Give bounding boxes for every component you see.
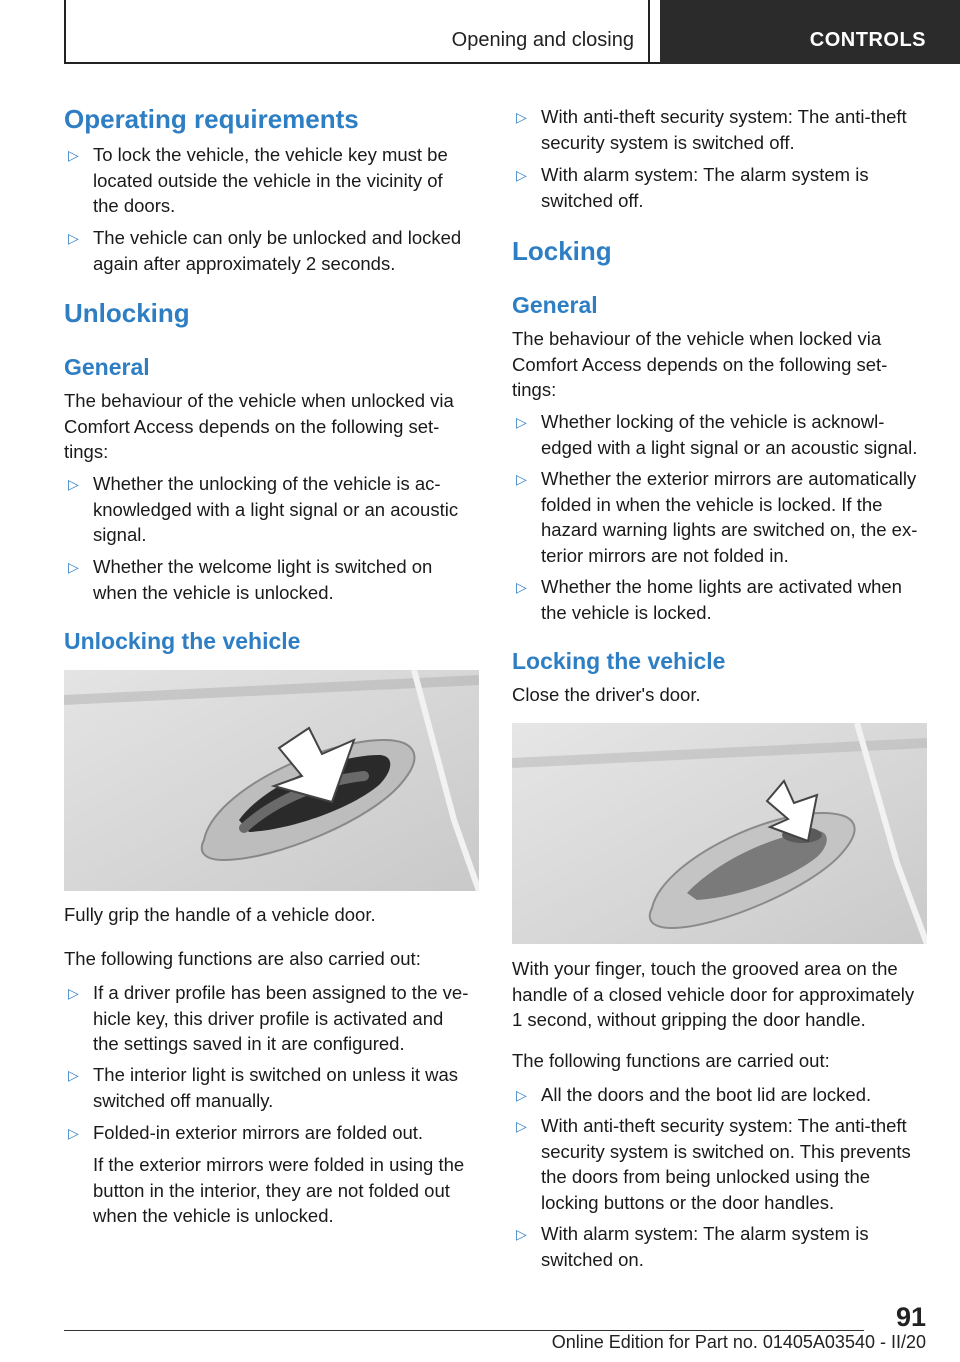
footer-rule [64,1330,864,1331]
header-rule-mid [648,0,650,64]
line: The vehicle can only be unlocked and locked [93,227,462,248]
line: The behaviour of the vehicle when locked via [512,328,882,349]
line: knowledged with a light signal or an acoustic [93,498,459,520]
line: With alarm system: The alarm system is [541,1223,869,1244]
list-item [64,1120,479,1146]
paragraph-unlock-functions: The following functions are also carried out: [64,948,421,969]
list-item [64,1062,479,1113]
line: Comfort Access depends on the following set‐ [64,415,440,437]
line: With anti-theft security system: The anti-theft [541,106,907,127]
line: signal. [93,524,147,545]
line: security system is switched on. This prevents [541,1140,911,1162]
line: To lock the vehicle, the vehicle key must be [93,144,448,165]
bullet-triangle-icon: ▷ [516,471,527,487]
line: the doors. [93,195,176,216]
line: Whether the unlocking of the vehicle is ac‐ [93,473,441,494]
line: 1 second, without gripping the door handle. [512,1009,866,1030]
heading-operating-requirements: Operating requirements [64,104,359,134]
line: locking buttons or the door handles. [541,1191,835,1213]
header-rule-left [64,0,66,64]
line: edged with a light signal or an acoustic signal. [541,436,918,458]
list-item [512,1221,927,1272]
line: Comfort Access depends on the following set‐ [512,353,888,375]
heading-general-unlock: General [64,354,150,380]
line: Whether the home lights are activated when [541,576,902,597]
paragraph-close-door: Close the driver's door. [512,684,701,705]
header-rule-bottom [64,62,660,64]
line: security system is switched off. [541,131,795,153]
line: The behaviour of the vehicle when unlocked via [64,390,454,411]
line: Folded-in exterior mirrors are folded out. [93,1122,424,1143]
line: If a driver profile has been assigned to the ve‐ [93,982,469,1003]
bullet-triangle-icon: ▷ [68,985,79,1001]
heading-locking-vehicle: Locking the vehicle [512,648,726,674]
line: folded in when the vehicle is locked. If the [541,493,883,515]
list-item [512,409,927,460]
line: tings: [64,441,109,462]
line: All the doors and the boot lid are locked. [541,1084,872,1105]
line: If the exterior mirrors were folded in using the [93,1154,465,1175]
bullet-triangle-icon: ▷ [516,414,527,430]
door-handle-lock-illustration [512,723,927,944]
list-item [64,980,479,1057]
paragraph-unlock-intro [64,388,479,465]
line: Whether the welcome light is switched on [93,556,433,577]
bullet-triangle-icon: ▷ [68,230,79,246]
list-item [512,1113,927,1215]
line: when the vehicle is unlocked. [93,581,334,603]
bullet-triangle-icon: ▷ [516,1087,527,1103]
line: the settings saved in it are configured. [93,1033,405,1054]
line: hicle key, this driver profile is activated and [93,1007,444,1029]
line: when the vehicle is unlocked. [93,1205,334,1226]
paragraph-lock-functions: The following functions are carried out: [512,1050,830,1071]
heading-locking: Locking [512,236,612,266]
footer-edition: Online Edition for Part no. 01405A03540 - II/20 [551,1332,926,1352]
bullet-triangle-icon: ▷ [68,476,79,492]
bullet-triangle-icon: ▷ [68,559,79,575]
line: again after approximately 2 seconds. [93,252,396,274]
paragraph-lock-intro [512,326,927,403]
bullet-triangle-icon: ▷ [68,1125,79,1141]
line: Whether the exterior mirrors are automatically [541,468,917,489]
page-number: 91 [895,1302,926,1332]
line: tings: [512,379,557,400]
heading-unlocking: Unlocking [64,298,190,328]
line: located outside the vehicle in the vicinity of [93,169,443,191]
line: handle of a closed vehicle door for approximately [512,983,915,1005]
list-item [512,466,927,568]
line: terior mirrors are not folded in. [541,544,789,566]
list-item [512,574,927,625]
paragraph-mirror-note [93,1152,479,1229]
bullet-triangle-icon: ▷ [68,147,79,163]
list-item [64,225,479,276]
caption-unlock: Fully grip the handle of a vehicle door. [64,904,376,925]
bullet-triangle-icon: ▷ [516,579,527,595]
list-item [64,471,479,548]
line: the doors from being unlocked using the [541,1166,871,1187]
list-item [64,554,479,605]
line: With your finger, touch the grooved area on the [512,958,898,979]
header-section-title: Opening and closing [451,29,634,51]
bullet-triangle-icon: ▷ [516,1118,527,1134]
header-chapter-label: CONTROLS [809,29,926,51]
line: button in the interior, they are not folded out [93,1179,450,1201]
caption-lock [512,956,927,1033]
bullet-triangle-icon: ▷ [68,1067,79,1083]
line: Whether locking of the vehicle is acknowl‐ [541,411,885,432]
line: The interior light is switched on unless it was [93,1064,459,1085]
list-item [512,104,927,155]
line: switched off manually. [93,1089,274,1111]
line: switched off. [541,189,644,211]
bullet-triangle-icon: ▷ [516,109,527,125]
list-item [512,162,927,213]
bullet-triangle-icon: ▷ [516,167,527,183]
heading-unlocking-vehicle: Unlocking the vehicle [64,628,301,654]
line: hazard warning lights are switched on, the ex‐ [541,519,918,540]
list-item [512,1082,927,1108]
line: With alarm system: The alarm system is [541,164,869,185]
list-item [64,142,479,219]
header-chapter-badge [660,0,960,64]
door-handle-unlock-illustration [64,670,479,891]
line: With anti-theft security system: The anti-theft [541,1115,907,1136]
bullet-triangle-icon: ▷ [516,1226,527,1242]
line: switched on. [541,1248,644,1270]
heading-general-lock: General [512,292,598,318]
line: the vehicle is locked. [541,601,712,623]
